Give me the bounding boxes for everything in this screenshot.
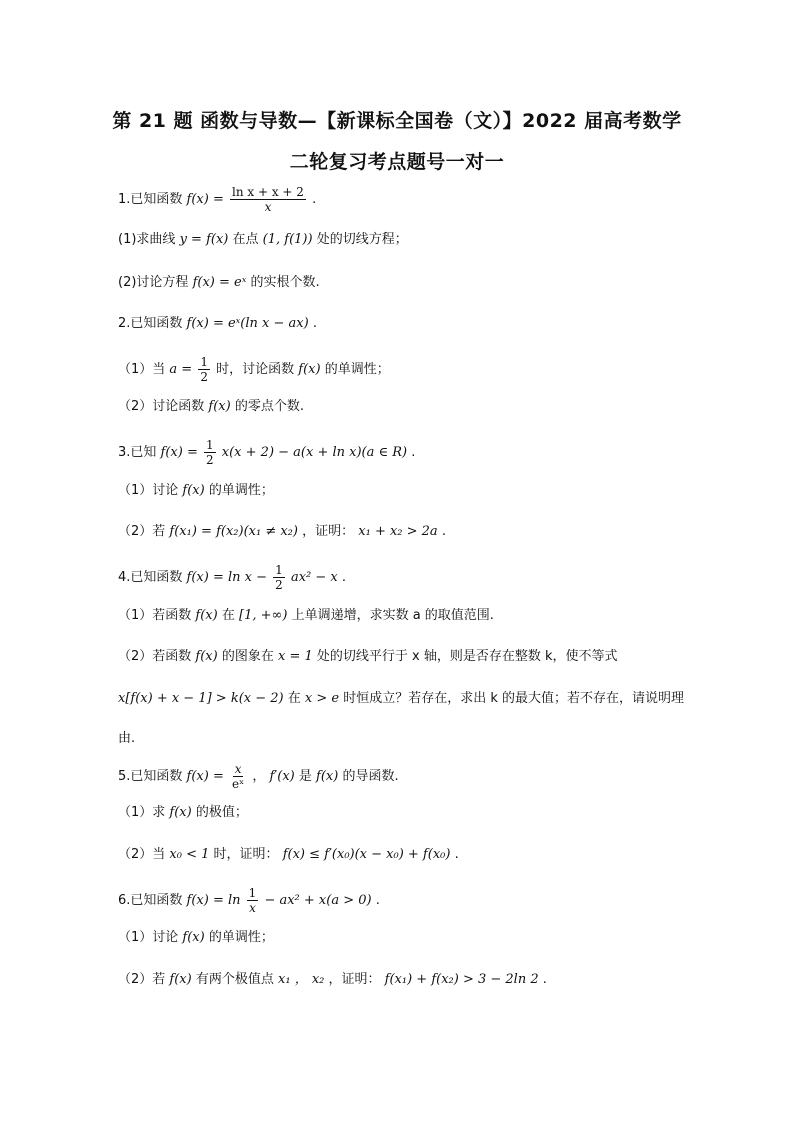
- part-math: x₀ < 1: [169, 847, 210, 862]
- part-math: f(x): [195, 649, 218, 664]
- part-math: (1, f(1)): [262, 232, 313, 247]
- problem-2-formula: f(x) = eˣ(ln x − ax): [186, 316, 309, 331]
- problem-5-formula-lhs: f(x) =: [186, 769, 224, 784]
- part-math: f(x): [208, 399, 231, 414]
- part-text: 处的切线平行于 x 轴，则是否存在整数 k，使不等式: [316, 649, 618, 664]
- problem-3-stem: [118, 438, 415, 467]
- part-math: x₁ ， x₂: [278, 972, 325, 987]
- problem-4-part-2-cont: [118, 689, 684, 709]
- problem-6-tail: .: [375, 893, 380, 908]
- part-math: x₁ + x₂ > 2a: [358, 524, 438, 539]
- part-text: 是: [298, 769, 312, 784]
- problem-4-fraction: [273, 563, 285, 592]
- problem-4-stem: [118, 563, 346, 592]
- problem-1-fraction: [230, 185, 306, 214]
- part-text: 时恒成立？若存在，求出 k 的最大值；若不存在，请说明理: [343, 691, 685, 706]
- fraction-numerator: 1: [200, 355, 208, 369]
- problem-1-part-2: [118, 273, 320, 293]
- problem-2-part-1: [118, 355, 390, 384]
- part-text: 在点: [232, 232, 259, 247]
- part-text: 上单调递增，求实数 a 的取值范围.: [291, 608, 494, 623]
- problem-1-intro: 1.已知函数: [118, 192, 183, 207]
- fraction-numerator: 1: [206, 438, 214, 452]
- problem-1-tail: .: [312, 192, 317, 207]
- part-text: 处的切线方程；: [316, 232, 408, 247]
- problem-5-fraction: [230, 762, 246, 791]
- part-text: （2）当: [118, 847, 166, 862]
- problem-4-part-2: [118, 647, 618, 667]
- problem-3-formula-rhs: x(x + 2) − a(x + ln x)(a ∈ R): [221, 445, 408, 460]
- problem-6-part-1: [118, 928, 274, 948]
- part-text: 的单调性；: [324, 362, 390, 377]
- part-math: a =: [169, 362, 193, 377]
- part-math: x = 1: [278, 649, 313, 664]
- fraction-denominator: eˣ: [232, 777, 245, 791]
- part-text: .: [542, 972, 547, 987]
- part-math: f(x₁) + f(x₂) > 3 − 2ln 2: [384, 972, 539, 987]
- part-text: (1)求曲线: [118, 232, 176, 247]
- problem-5-part-1: [118, 803, 248, 823]
- problem-4-part-1: [118, 606, 494, 626]
- part-text: 由.: [118, 731, 136, 746]
- fraction-numerator: 1: [248, 886, 257, 900]
- fraction-denominator: 2: [275, 578, 283, 592]
- problem-3-part-1: [118, 481, 274, 501]
- problem-6-formula-lhs: f(x) = ln: [186, 893, 241, 908]
- fraction-numerator: ln x + x + 2: [232, 185, 304, 199]
- part-math: [1, +∞): [239, 608, 288, 623]
- part-math: f(x): [169, 805, 192, 820]
- problem-4-part-2-end: [118, 729, 135, 749]
- problem-6-intro: 6.已知函数: [118, 893, 183, 908]
- part-text: 时，讨论函数: [216, 362, 295, 377]
- part-math: f(x): [182, 930, 205, 945]
- problem-3-part-2: [118, 522, 446, 542]
- problem-3-intro: 3.已知: [118, 445, 157, 460]
- part-text: （1）若函数: [118, 608, 192, 623]
- problem-2-stem: [118, 314, 317, 334]
- problem-3-tail: .: [411, 445, 416, 460]
- fraction-denominator: 2: [200, 370, 208, 384]
- part-text: 的极值；: [195, 805, 248, 820]
- fraction-numerator: 1: [275, 563, 283, 577]
- part-text: （2）若函数: [118, 649, 192, 664]
- problem-5-intro: 5.已知函数: [118, 769, 183, 784]
- part-text: 的单调性；: [208, 930, 274, 945]
- problem-4-intro: 4.已知函数: [118, 570, 183, 585]
- part-math: y = f(x): [179, 232, 229, 247]
- part-text: 在: [221, 608, 235, 623]
- part-text: ，证明：: [302, 524, 355, 539]
- problem-3-formula-lhs: f(x) =: [160, 445, 198, 460]
- part-text: （2）若: [118, 524, 166, 539]
- part-math: f(x) = eˣ: [192, 275, 247, 290]
- part-text: .: [441, 524, 446, 539]
- problem-5-stem: [118, 762, 399, 791]
- problem-5-tail: 的导函数.: [342, 769, 399, 784]
- problem-3-fraction: [204, 438, 216, 467]
- part-text: ，证明：: [328, 972, 381, 987]
- part-math: f(x): [169, 972, 192, 987]
- fraction-denominator: x: [264, 200, 272, 214]
- problem-1-formula-lhs: f(x) =: [186, 192, 224, 207]
- part-text: 的实根个数.: [250, 275, 320, 290]
- part-text: （2）讨论函数: [118, 399, 205, 414]
- problem-4-formula-rhs: ax² − x: [290, 570, 338, 585]
- part-text: (2)讨论方程: [118, 275, 189, 290]
- part-text: （1）讨论: [118, 930, 179, 945]
- part-math: x[f(x) + x − 1] > k(x − 2): [118, 691, 284, 706]
- part-text: 的图象在: [221, 649, 274, 664]
- part-text: （1）当: [118, 362, 166, 377]
- part-fraction: [198, 355, 210, 384]
- part-math: x > e: [304, 691, 340, 706]
- document-title-line2: 二轮复习考点题号一对一: [289, 151, 505, 173]
- part-text: .: [454, 847, 459, 862]
- fraction-denominator: x: [249, 901, 256, 915]
- part-text: （1）讨论: [118, 483, 179, 498]
- fraction-numerator: x: [234, 762, 242, 776]
- problem-6-stem: [118, 886, 380, 915]
- problem-6-part-2: [118, 970, 547, 990]
- problem-2-tail: .: [312, 316, 317, 331]
- part-text: 在: [287, 691, 301, 706]
- problem-6-formula-rhs: − ax² + x(a > 0): [264, 893, 372, 908]
- part-text: 的单调性；: [208, 483, 274, 498]
- document-title-line1: 第 21 题 函数与导数—【新课标全国卷（文）】2022 届高考数学: [112, 110, 682, 132]
- part-math: f(x): [298, 362, 321, 377]
- problem-5-function: f(x): [316, 769, 339, 784]
- problem-6-fraction: [247, 886, 259, 915]
- part-math: f(x): [182, 483, 205, 498]
- problem-5-part-2: [118, 845, 459, 865]
- part-text: （1）求: [118, 805, 166, 820]
- problem-4-formula-lhs: f(x) = ln x −: [186, 570, 268, 585]
- part-math: f(x) ≤ f′(x₀)(x − x₀) + f(x₀): [282, 847, 451, 862]
- part-text: （2）若: [118, 972, 166, 987]
- problem-2-intro: 2.已知函数: [118, 316, 183, 331]
- fraction-denominator: 2: [206, 453, 214, 467]
- part-text: 时，证明：: [213, 847, 279, 862]
- part-math: f(x₁) = f(x₂)(x₁ ≠ x₂): [169, 524, 298, 539]
- part-text: 有两个极值点: [195, 972, 274, 987]
- problem-4-tail: .: [341, 570, 347, 585]
- part-text: 的零点个数.: [234, 399, 304, 414]
- problem-2-part-2: [118, 397, 304, 417]
- problem-5-derivative: f′(x): [269, 769, 295, 784]
- problem-1-stem: [118, 185, 316, 214]
- problem-1-part-1: [118, 230, 408, 250]
- part-text: ，: [252, 769, 266, 784]
- part-math: f(x): [195, 608, 218, 623]
